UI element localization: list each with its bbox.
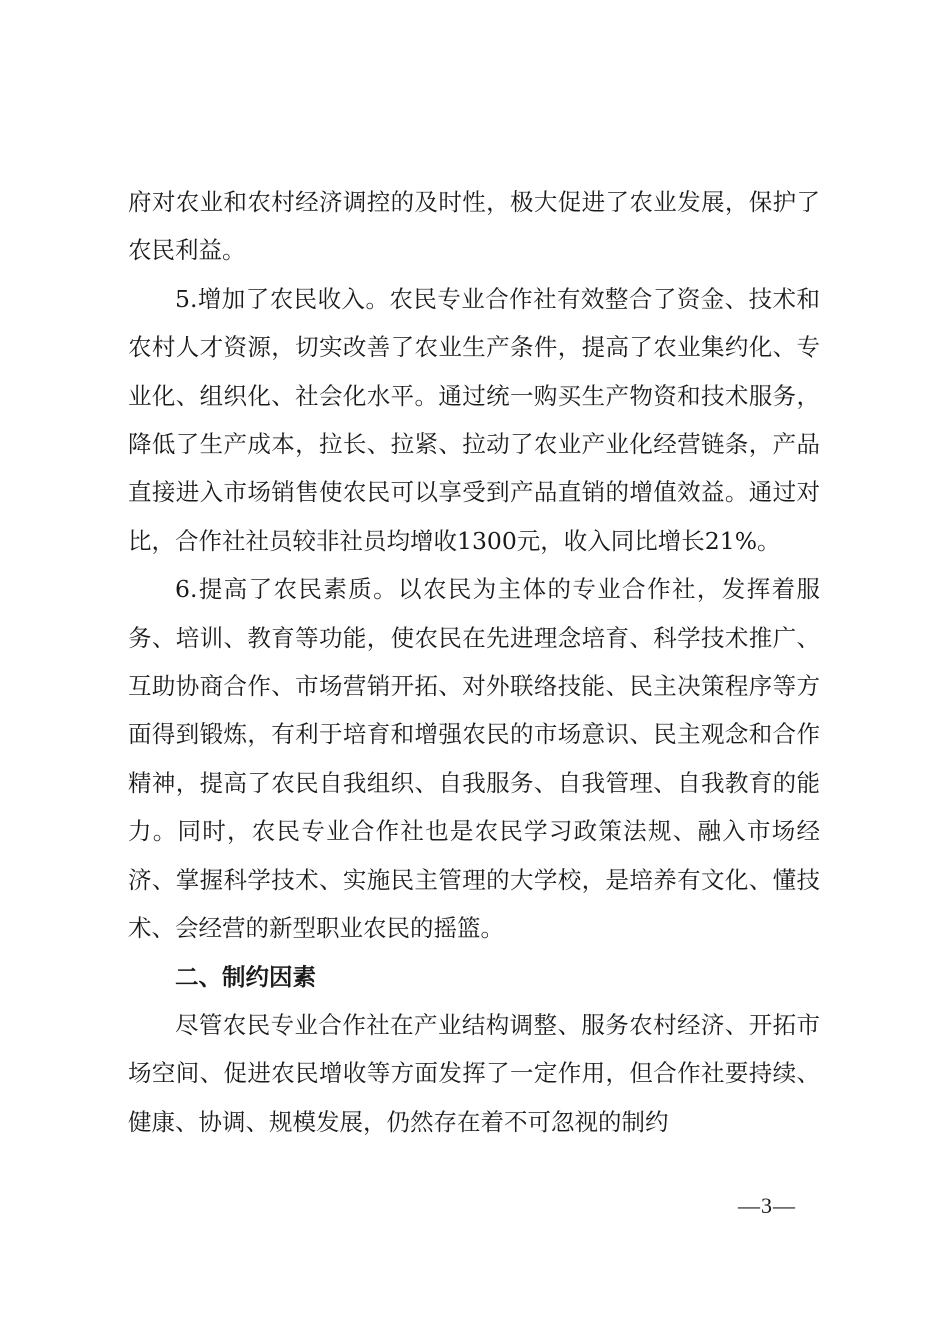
document-body bbox=[128, 178, 820, 1146]
paragraph-continuation: 府对农业和农村经济调控的及时性，极大促进了农业发展，保护了农民利益。 bbox=[128, 188, 820, 265]
paragraph-increase-income: 5.增加了农民收入。农民专业合作社有效整合了资金、技术和农村人才资源，切实改善了农业生产条件，提高了农业集约化、专业化、组织化、社会化水平。通过统一购买生产物资和技术服务，降低了生产成本，拉长、拉紧、拉动了农业产业化经营链条，产品直接进入市场销售使农民可以享受到产品直销的增值效益。通过对比，合作社社员较非社员均增收1300元，收入同比增长21%。 bbox=[128, 284, 820, 555]
section-heading: 二、制约因素 bbox=[175, 962, 316, 991]
paragraph-improve-quality: 6.提高了农民素质。以农民为主体的专业合作社，发挥着服务、培训、教育等功能，使农民在先进理念培育、科学技术推广、互助协商合作、市场营销开拓、对外联络技能、民主决策程序等方面得到锻炼，有利于培育和增强农民的市场意识、民主观念和合作精神，提高了农民自我组织、自我服务、自我管理、自我教育的能力。同时，农民专业合作社也是农民学习政策法规、融入市场经济、掌握科学技术、实施民主管理的大学校，是培养有文化、懂技术、会经营的新型职业农民的摇篮。 bbox=[128, 575, 820, 943]
page-number: —3— bbox=[738, 1193, 796, 1218]
paragraph-constraints: 尽管农民专业合作社在产业结构调整、服务农村经济、开拓市场空间、促进农民增收等方面发挥了一定作用，但合作社要持续、健康、协调、规模发展，仍然存在着不可忽视的制约 bbox=[128, 1010, 820, 1136]
